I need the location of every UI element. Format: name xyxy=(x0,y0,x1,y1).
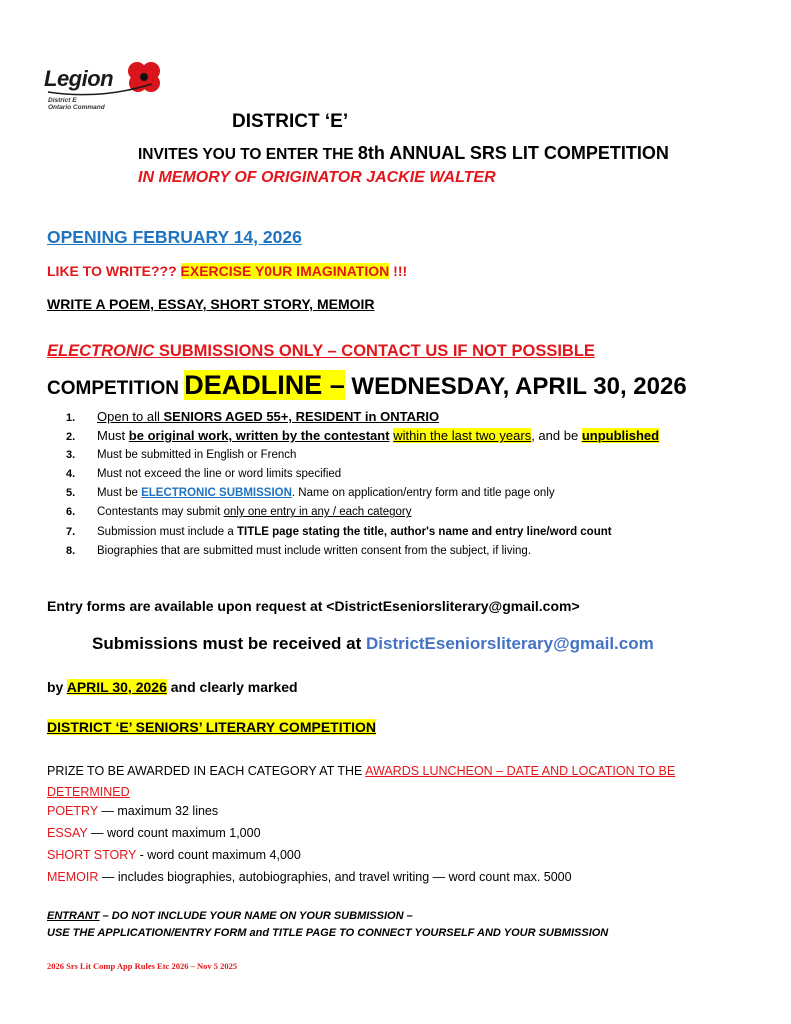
document-footer: 2026 Srs Lit Comp App Rules Etc 2026 – Nov 5 2025 xyxy=(47,961,238,971)
rule-text: , and be xyxy=(531,428,582,444)
rule-number: 3. xyxy=(66,448,76,461)
category-poetry xyxy=(47,804,218,818)
deadline-date: WEDNESDAY, APRIL 30, 2026 xyxy=(344,373,687,400)
rule-text: Contestants may submit xyxy=(97,506,224,519)
competition-name: DISTRICT ‘E’ SENIORS’ LITERARY COMPETITION xyxy=(47,719,377,735)
by-date-line xyxy=(47,679,298,695)
rule-item xyxy=(66,523,659,542)
district-title: DISTRICT ‘E’ xyxy=(232,111,349,132)
rule-text: Biographies that are submitted must include written consent from the subject, if living. xyxy=(97,545,532,558)
deadline-highlight: DEADLINE – xyxy=(184,370,345,400)
logo-line1: District E xyxy=(48,97,77,104)
rule-bold: TITLE page stating the title, author's name and entry line/word count xyxy=(236,525,612,538)
entrant-label: ENTRANT xyxy=(47,910,100,922)
rule-text: Must be xyxy=(97,487,142,500)
electronic-rest: SUBMISSIONS ONLY – CONTACT US IF NOT POSSIBLE xyxy=(154,342,595,360)
rule-highlight: within the last two years xyxy=(393,428,532,444)
rule-number: 7. xyxy=(66,525,76,538)
rule-item xyxy=(66,426,659,445)
rule-text: Open to all xyxy=(97,409,164,424)
rule-number: 2. xyxy=(66,431,76,444)
rule-underlined: only one entry in any / each category xyxy=(223,506,412,519)
prize-paragraph xyxy=(47,761,727,803)
rule-number: 5. xyxy=(66,487,76,500)
rule-item xyxy=(66,503,659,522)
by-prefix: by xyxy=(47,679,67,695)
category-name: POETRY xyxy=(47,804,98,818)
by-date: APRIL 30, 2026 xyxy=(66,679,167,695)
like-to-write-line xyxy=(47,263,407,279)
rule-item xyxy=(66,484,659,503)
legion-logo xyxy=(40,56,168,118)
invites-competition: 8th ANNUAL SRS LIT COMPETITION xyxy=(357,143,669,163)
rule-number: 1. xyxy=(66,412,76,424)
invites-prefix: INVITES YOU TO ENTER THE xyxy=(138,146,358,163)
rule-number: 6. xyxy=(66,506,76,519)
rules-list xyxy=(66,407,659,561)
rule-text: Must not exceed the line or word limits specified xyxy=(97,467,342,480)
memory-line: IN MEMORY OF ORIGINATOR JACKIE WALTER xyxy=(138,169,496,186)
logo-line2: Ontario Command xyxy=(48,104,105,111)
rule-number: 8. xyxy=(66,545,76,558)
entrant-note-line2: USE THE APPLICATION/ENTRY FORM and TITLE PAGE TO CONNECT YOURSELF AND YOUR SUBMISSION xyxy=(47,927,609,939)
category-detail: — includes biographies, autobiographies, and travel writing — word count max. 5000 xyxy=(98,870,572,884)
like-prefix: LIKE TO WRITE??? xyxy=(47,263,181,279)
rule-text: Must be submitted in English or French xyxy=(97,448,297,461)
rule-text: Submission must include a xyxy=(97,525,237,538)
invites-line xyxy=(138,143,669,164)
prize-prefix: PRIZE TO BE AWARDED IN EACH CATEGORY AT THE xyxy=(47,764,366,778)
submissions-line xyxy=(92,634,654,654)
category-essay xyxy=(47,826,261,840)
write-line: WRITE A POEM, ESSAY, SHORT STORY, MEMOIR xyxy=(47,296,375,312)
rule-item xyxy=(66,446,659,465)
category-name: ESSAY xyxy=(47,826,88,840)
deadline-prefix: COMPETITION xyxy=(47,378,185,399)
rule-bold: SENIORS AGED 55+, RESIDENT in ONTARIO xyxy=(163,409,440,424)
rule-bold: be original work, written by the contestant xyxy=(128,428,390,444)
rule-highlight: unpublished xyxy=(581,428,660,444)
submission-email-link[interactable]: DistrictEseniorsliterary@gmail.com xyxy=(365,634,654,653)
opening-date: OPENING FEBRUARY 14, 2026 xyxy=(47,227,302,247)
category-short-story xyxy=(47,848,301,862)
rule-text: . Name on application/entry form and title page only xyxy=(291,487,555,500)
awards-luncheon-link[interactable]: AWARDS LUNCHEON – DATE AND LOCATION TO BE DETERMINED xyxy=(47,764,676,799)
rule-text: Must xyxy=(97,428,129,444)
logo-wordmark: Legion xyxy=(44,66,114,91)
entrant-line1: – DO NOT INCLUDE YOUR NAME ON YOUR SUBMISSION – xyxy=(99,910,413,922)
entry-forms-line: Entry forms are available upon request at <DistrictEseniorsliterary@gmail.com> xyxy=(47,598,580,614)
like-suffix: !!! xyxy=(389,263,408,279)
entrant-note-line1 xyxy=(47,910,413,922)
category-memoir xyxy=(47,870,572,884)
electronic-word: ELECTRONIC xyxy=(47,342,155,360)
category-detail: — word count maximum 1,000 xyxy=(87,826,261,840)
deadline-line xyxy=(47,370,687,401)
category-detail: - word count maximum 4,000 xyxy=(136,848,301,862)
rule-item xyxy=(66,542,659,561)
submissions-prefix: Submissions must be received at xyxy=(92,634,366,653)
rule-item xyxy=(66,407,659,426)
electronic-submission-link[interactable]: ELECTRONIC SUBMISSION xyxy=(141,487,292,500)
exercise-highlight: EXERCISE Y0UR IMAGINATION xyxy=(180,263,390,279)
category-name: MEMOIR xyxy=(47,870,99,884)
rule-number: 4. xyxy=(66,467,76,480)
by-suffix: and clearly marked xyxy=(166,679,298,695)
category-name: SHORT STORY xyxy=(47,848,137,862)
electronic-line xyxy=(47,342,595,361)
category-detail: — maximum 32 lines xyxy=(97,804,219,818)
rule-item xyxy=(66,465,659,484)
